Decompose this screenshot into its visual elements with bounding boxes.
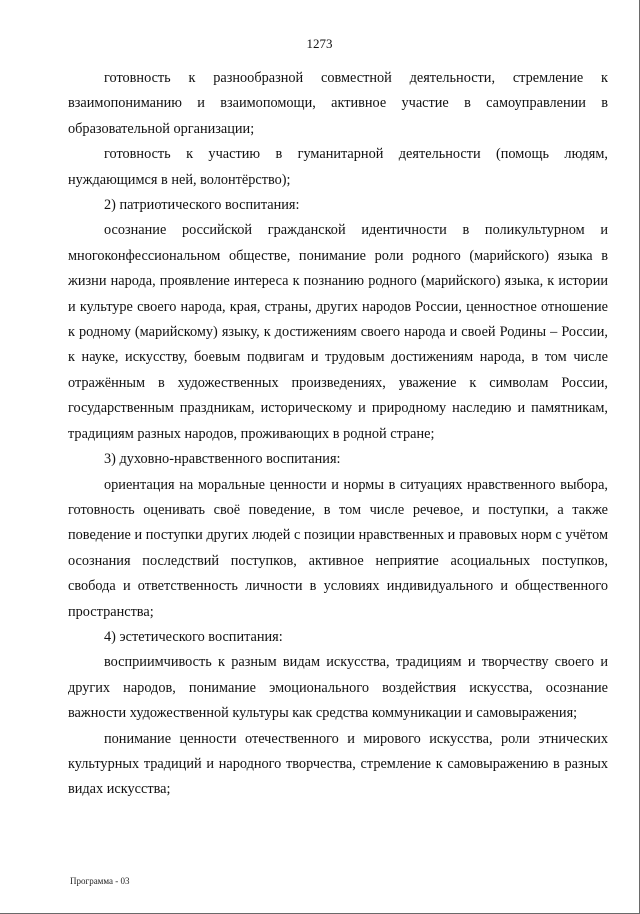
page-footer: Программа - 03 bbox=[70, 876, 130, 886]
page-body bbox=[68, 66, 608, 803]
page-number: 1273 bbox=[306, 36, 333, 51]
paragraph-art-value: понимание ценности отечественного и мирового искусства, роли этнических культурных традиций и народного творчества, стремление к самовыражению в разных видах искусства; bbox=[68, 730, 608, 798]
paragraph-humanitarian-readiness: готовность к участию в гуманитарной деятельности (помощь людям, нуждающимся в ней, волонтёрство); bbox=[68, 146, 608, 188]
paragraph-civic-identity: осознание российской гражданской идентичности в поликультурном и многоконфессиональном обществе, понимание роли родного (марийского) языка в жизни народа, проявление интереса к познанию родного (марийского) языка, к истории и культуре своего народа, края, страны, других народов России, ценностное отношение к родному (марийскому) языку, к достижениям своего народа и своей Родины – России, к науке, искусству, боевым подвигам и трудовым достижениям народа, в том числе отражённым в художественных произведениях, уважение к символам России, государственным праздникам, историческому и природному наследию и памятникам, традициям разных народов, проживающих в родной стране; bbox=[68, 222, 608, 442]
paragraph-moral-values: ориентация на моральные ценности и нормы в ситуациях нравственного выбора, готовность оценивать своё поведение, в том числе речевое, и поступки, а также поведение и поступки других людей с позиции нравственных и правовых норм с учётом осознания последствий поступков, активное неприятие асоциальных поступков, свобода и ответственность личности в условиях индивидуального и общественного пространства; bbox=[68, 476, 608, 620]
heading-aesthetic-education: 4) эстетического воспитания: bbox=[104, 628, 283, 645]
paragraph-cooperation-readiness: готовность к разнообразной совместной деятельности, стремление к взаимопониманию и взаимопомощи, активное участие в самоуправлении в образовательной организации; bbox=[68, 70, 608, 137]
heading-moral-education: 3) духовно-нравственного воспитания: bbox=[104, 451, 341, 468]
heading-patriotic-education: 2) патриотического воспитания: bbox=[104, 197, 300, 214]
paragraph-art-receptivity: восприимчивость к разным видам искусства, традициям и творчеству своего и других народов, понимание эмоционального воздействия искусства, осознание важности художественной культуры как средства коммуникации и самовыражения; bbox=[68, 654, 608, 722]
